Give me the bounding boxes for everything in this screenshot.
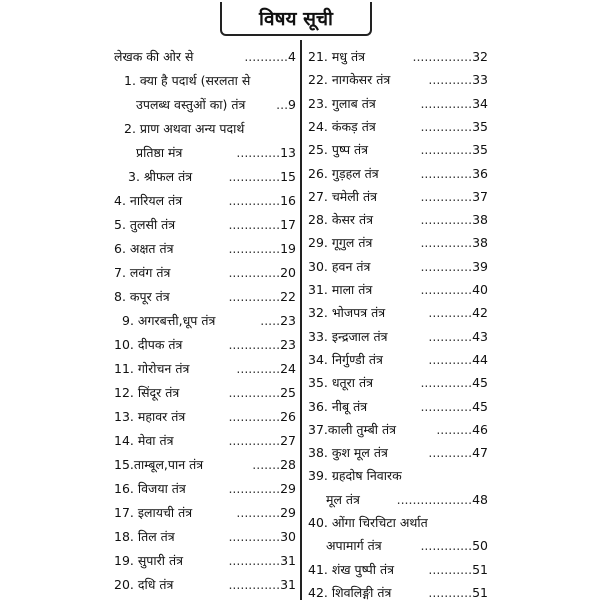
toc-entry-page — [236, 358, 296, 380]
toc-entry-page — [428, 69, 488, 91]
toc-entry-page-number: 39 — [472, 258, 488, 274]
toc-entry — [308, 512, 488, 534]
toc-entry — [114, 166, 296, 188]
toc-entry-label: 10. दीपक तंत्र — [114, 337, 183, 352]
toc-entry-page-number: 19 — [280, 241, 296, 256]
toc-entry-label: 23. गुलाब तंत्र — [308, 95, 376, 111]
toc-entry-page — [420, 372, 488, 394]
toc-entry-label: 8. कपूर तंत्र — [114, 289, 170, 304]
toc-entry-page — [428, 582, 488, 604]
toc-entry-leader: ................... — [396, 491, 473, 507]
toc-entry-label: 24. कंकड़ तंत्र — [308, 118, 376, 134]
toc-entry-label: 30. हवन तंत्र — [308, 258, 371, 274]
toc-entry-leader: ........... — [428, 328, 473, 344]
toc-entry-page — [420, 163, 488, 185]
toc-entry-page — [420, 116, 488, 138]
toc-entry — [308, 419, 488, 441]
toc-entry-leader: ............. — [420, 282, 473, 297]
toc-entry-page-number: 43 — [472, 328, 488, 344]
toc-entry-label: 2. प्राण अथवा अन्य पदार्थ — [124, 121, 245, 136]
toc-entry-page-number: 15 — [280, 169, 296, 184]
toc-entry-page — [428, 302, 488, 324]
toc-entry-page — [228, 526, 296, 548]
toc-entry — [308, 535, 488, 557]
toc-entry-label: 17. इलायची तंत्र — [114, 505, 193, 520]
toc-entry-label: 36. नीबू तंत्र — [308, 398, 368, 414]
toc-entry-page — [428, 442, 488, 464]
toc-entry-leader: ........... — [236, 361, 281, 376]
toc-entry — [114, 502, 296, 524]
toc-entry-leader: ........... — [428, 445, 473, 461]
toc-entry-leader: ............. — [228, 577, 281, 592]
toc-entry-page-number: 20 — [280, 265, 296, 280]
toc-entry — [308, 396, 488, 418]
toc-entry-label: 13. महावर तंत्र — [114, 409, 186, 424]
toc-entry-page-number: 35 — [472, 118, 488, 134]
toc-entry-page — [420, 256, 488, 278]
toc-entry-page — [428, 326, 488, 348]
toc-entry-label: मूल तंत्र — [326, 491, 360, 507]
toc-entry-page-number: 30 — [280, 529, 296, 544]
toc-entry-label: 25. पुष्प तंत्र — [308, 142, 369, 158]
toc-entry-leader: ........... — [236, 145, 281, 160]
toc-entry-page-number: 24 — [280, 361, 296, 376]
toc-entry-page — [236, 502, 296, 524]
toc-entry-page — [428, 349, 488, 371]
toc-entry-page-number: 25 — [280, 385, 296, 400]
toc-entry-page-number: 9 — [288, 97, 296, 112]
toc-entry — [308, 326, 488, 348]
toc-entry-leader: ............. — [228, 289, 281, 304]
toc-entry-leader: ........... — [244, 49, 289, 64]
toc-entry-page-number: 38 — [472, 235, 488, 251]
toc-entry-page — [228, 382, 296, 404]
toc-entry-page-number: 33 — [472, 72, 488, 88]
toc-entry-page-number: 29 — [280, 505, 296, 520]
toc-entry-leader: ............. — [228, 337, 281, 352]
toc-entry — [308, 349, 488, 371]
toc-entry — [308, 442, 488, 464]
toc-entry-page-number: 13 — [280, 145, 296, 160]
toc-entry-page-number: 17 — [280, 217, 296, 232]
toc-entry — [308, 302, 488, 324]
toc-entry — [114, 430, 296, 452]
toc-entry-label: 4. नारियल तंत्र — [114, 193, 183, 208]
toc-entry-leader: ....... — [252, 457, 281, 472]
toc-entry-page — [228, 262, 296, 284]
toc-entry-page-number: 47 — [472, 445, 488, 461]
toc-entry — [308, 559, 488, 581]
toc-entry-page — [420, 139, 488, 161]
toc-entry-page-number: 32 — [472, 49, 488, 64]
toc-entry-leader: ............. — [420, 142, 473, 158]
toc-entry-leader: ............. — [228, 481, 281, 496]
toc-entry-leader: ............. — [420, 398, 473, 414]
toc-entry-page-number: 26 — [280, 409, 296, 424]
toc-entry-leader: ............. — [420, 188, 473, 204]
toc-entry — [308, 279, 488, 301]
toc-entry-page-number: 45 — [472, 375, 488, 391]
toc-entry-label: 27. चमेली तंत्र — [308, 188, 377, 204]
toc-entry — [308, 186, 488, 208]
page-title: विषय सूची — [220, 2, 372, 36]
toc-entry-page — [436, 419, 488, 441]
toc-entry — [308, 69, 488, 91]
toc-entry-label: 34. निर्गुण्डी तंत्र — [308, 351, 383, 367]
toc-entry-label: 29. गूगुल तंत्र — [308, 235, 373, 251]
toc-entry-page-number: 37 — [472, 188, 488, 204]
toc-entry-leader: ..... — [260, 313, 281, 328]
toc-entry-label: 7. लवंग तंत्र — [114, 265, 171, 280]
toc-entry — [114, 46, 296, 68]
toc-entry — [114, 238, 296, 260]
toc-entry — [114, 526, 296, 548]
toc-entry-leader: ............. — [228, 385, 281, 400]
toc-entry — [308, 465, 488, 487]
toc-entry — [114, 550, 296, 572]
toc-entry-page — [428, 559, 488, 581]
toc-entry — [308, 372, 488, 394]
toc-entry — [114, 262, 296, 284]
toc-entry-leader: ........... — [428, 305, 473, 321]
toc-entry-page-number: 38 — [472, 212, 488, 228]
toc-entry-page — [420, 209, 488, 231]
toc-entry-page — [228, 574, 296, 596]
toc-entry — [114, 94, 296, 116]
toc-entry-page-number: 28 — [280, 457, 296, 472]
toc-entry-leader: ........... — [428, 584, 473, 600]
toc-entry — [308, 139, 488, 161]
toc-entry-leader: ........... — [428, 561, 473, 577]
toc-entry-page — [244, 46, 296, 68]
toc-entry-label: 37.काली तुम्बी तंत्र — [308, 421, 396, 437]
toc-entry-page — [228, 550, 296, 572]
toc-entry — [114, 574, 296, 596]
toc-entry-leader: ............. — [420, 118, 473, 134]
toc-entry — [114, 454, 296, 476]
toc-entry-leader: ............... — [412, 49, 473, 64]
toc-entry-page-number: 45 — [472, 398, 488, 414]
toc-entry-label: 39. ग्रहदोष निवारक — [308, 468, 402, 484]
toc-entry-page — [252, 454, 296, 476]
toc-entry-page-number: 50 — [472, 538, 488, 554]
toc-entry-label: 12. सिंदूर तंत्र — [114, 385, 180, 400]
toc-entry-label: 14. मेवा तंत्र — [114, 433, 174, 448]
toc-entry-page-number: 34 — [472, 95, 488, 111]
toc-entry-page — [228, 478, 296, 500]
toc-entry — [308, 116, 488, 138]
toc-entry-label: 42. शिवलिङ्गी तंत्र — [308, 584, 392, 600]
toc-entry — [114, 382, 296, 404]
toc-entry-page — [228, 334, 296, 356]
toc-entry — [308, 256, 488, 278]
toc-entry-page — [228, 238, 296, 260]
toc-entry-page-number: 4 — [288, 49, 296, 64]
toc-entry-leader: ............. — [228, 529, 281, 544]
toc-entry-leader: ............. — [228, 265, 281, 280]
toc-entry — [308, 582, 488, 604]
toc-entry — [308, 93, 488, 115]
toc-entry — [114, 478, 296, 500]
toc-entry-label: 18. तिल तंत्र — [114, 529, 175, 544]
toc-entry-page-number: 36 — [472, 165, 488, 181]
toc-entry — [114, 214, 296, 236]
toc-entry-label: 28. केसर तंत्र — [308, 212, 374, 228]
toc-entry-page-number: 31 — [280, 577, 296, 592]
toc-entry-leader: ............. — [420, 95, 473, 111]
toc-entry-label: 26. गुड़हल तंत्र — [308, 165, 379, 181]
toc-entry — [114, 310, 296, 332]
toc-entry — [114, 70, 296, 92]
toc-entry-leader: ... — [276, 97, 289, 112]
toc-entry-page — [276, 94, 296, 116]
toc-entry-label: 38. कुश मूल तंत्र — [308, 445, 388, 461]
toc-entry-page — [228, 190, 296, 212]
toc-entry-page — [412, 46, 488, 68]
toc-entry-label: 35. धतूरा तंत्र — [308, 375, 374, 391]
toc-entry-leader: ......... — [436, 421, 473, 437]
toc-entry-page-number: 46 — [472, 421, 488, 437]
toc-entry-page — [228, 214, 296, 236]
toc-entry-page-number: 31 — [280, 553, 296, 568]
toc-entry-page — [420, 93, 488, 115]
column-divider — [300, 40, 302, 600]
toc-entry-page — [228, 406, 296, 428]
toc-entry-label: 40. ओंगा चिरचिटा अर्थात — [308, 515, 428, 530]
toc-entry-page-number: 29 — [280, 481, 296, 496]
toc-entry-page — [420, 232, 488, 254]
toc-entry — [114, 334, 296, 356]
toc-entry — [114, 406, 296, 428]
toc-entry-leader: ........... — [428, 351, 473, 367]
toc-entry-leader: ........... — [236, 505, 281, 520]
toc-entry-page-number: 22 — [280, 289, 296, 304]
toc-entry-page-number: 51 — [472, 561, 488, 577]
toc-entry-page-number: 42 — [472, 305, 488, 321]
toc-entry-leader: ............. — [228, 409, 281, 424]
toc-entry-page-number: 35 — [472, 142, 488, 158]
toc-entry-label: 33. इन्द्रजाल तंत्र — [308, 328, 388, 344]
toc-entry-page — [236, 142, 296, 164]
toc-entry-page — [397, 489, 488, 511]
toc-entry — [114, 358, 296, 380]
toc-entry-page — [228, 166, 296, 188]
toc-entry-page-number: 51 — [472, 584, 488, 600]
toc-entry-label: 22. नागकेसर तंत्र — [308, 72, 391, 88]
toc-entry-label: 1. क्या है पदार्थ (सरलता से — [124, 73, 251, 88]
toc-entry-leader: ............. — [228, 553, 281, 568]
toc-entry-page-number: 44 — [472, 351, 488, 367]
toc-entry-page — [228, 430, 296, 452]
toc-entry — [114, 190, 296, 212]
toc-entry-label: 19. सुपारी तंत्र — [114, 553, 183, 568]
toc-entry-label: 11. गोरोचन तंत्र — [114, 361, 190, 376]
toc-entry-page — [260, 310, 296, 332]
toc-entry-page-number: 23 — [280, 313, 296, 328]
toc-entry-page-number: 48 — [472, 491, 488, 507]
toc-entry-label: 15.ताम्बूल,पान तंत्र — [114, 457, 204, 472]
toc-entry-leader: ............. — [420, 212, 473, 228]
toc-entry-label: 41. शंख पुष्पी तंत्र — [308, 561, 395, 577]
toc-entry-label: लेखक की ओर से — [114, 49, 194, 64]
toc-entry — [114, 142, 296, 164]
toc-entry-label: 6. अक्षत तंत्र — [114, 241, 174, 256]
toc-entry-page-number: 16 — [280, 193, 296, 208]
toc-entry — [114, 286, 296, 308]
toc-entry-label: 9. अगरबत्ती,धूप तंत्र — [122, 313, 216, 328]
toc-entry-leader: ............. — [420, 375, 473, 391]
toc-entry-leader: ............. — [228, 241, 281, 256]
toc-entry-page — [420, 279, 488, 301]
toc-entry-page-number: 23 — [280, 337, 296, 352]
toc-entry-leader: ........... — [428, 72, 473, 88]
toc-entry — [308, 232, 488, 254]
toc-entry — [308, 209, 488, 231]
toc-entry-page — [420, 186, 488, 208]
toc-entry-label: 5. तुलसी तंत्र — [114, 217, 176, 232]
toc-entry-page-number: 27 — [280, 433, 296, 448]
toc-entry-label: 31. माला तंत्र — [308, 282, 373, 297]
toc-entry-label: 3. श्रीफल तंत्र — [128, 169, 193, 184]
toc-entry-leader: ............. — [420, 258, 473, 274]
toc-entry-leader: ............. — [420, 538, 473, 554]
toc-entry-page — [228, 286, 296, 308]
toc-entry-page-number: 40 — [472, 282, 488, 297]
toc-entry-page — [420, 535, 488, 557]
toc-entry-leader: ............. — [228, 193, 281, 208]
toc-entry-leader: ............. — [228, 217, 281, 232]
toc-entry — [308, 163, 488, 185]
toc-entry-leader: ............. — [228, 433, 281, 448]
toc-entry-label: अपामार्ग तंत्र — [326, 538, 382, 554]
toc-entry-label: 20. दधि तंत्र — [114, 577, 174, 592]
toc-entry-leader: ............. — [420, 235, 473, 251]
toc-entry-leader: ............. — [420, 165, 473, 181]
toc-entry-label: 16. विजया तंत्र — [114, 481, 186, 496]
toc-entry — [308, 489, 488, 511]
toc-entry-label: 32. भोजपत्र तंत्र — [308, 305, 386, 321]
toc-entry-label: उपलब्ध वस्तुओं का) तंत्र — [136, 97, 246, 112]
toc-entry — [114, 118, 296, 140]
toc-entry-leader: ............. — [228, 169, 281, 184]
toc-entry-page — [420, 396, 488, 418]
toc-entry-label: प्रतिष्ठा मंत्र — [136, 145, 183, 160]
toc-entry — [308, 46, 488, 68]
toc-entry-label: 21. मधु तंत्र — [308, 49, 366, 64]
